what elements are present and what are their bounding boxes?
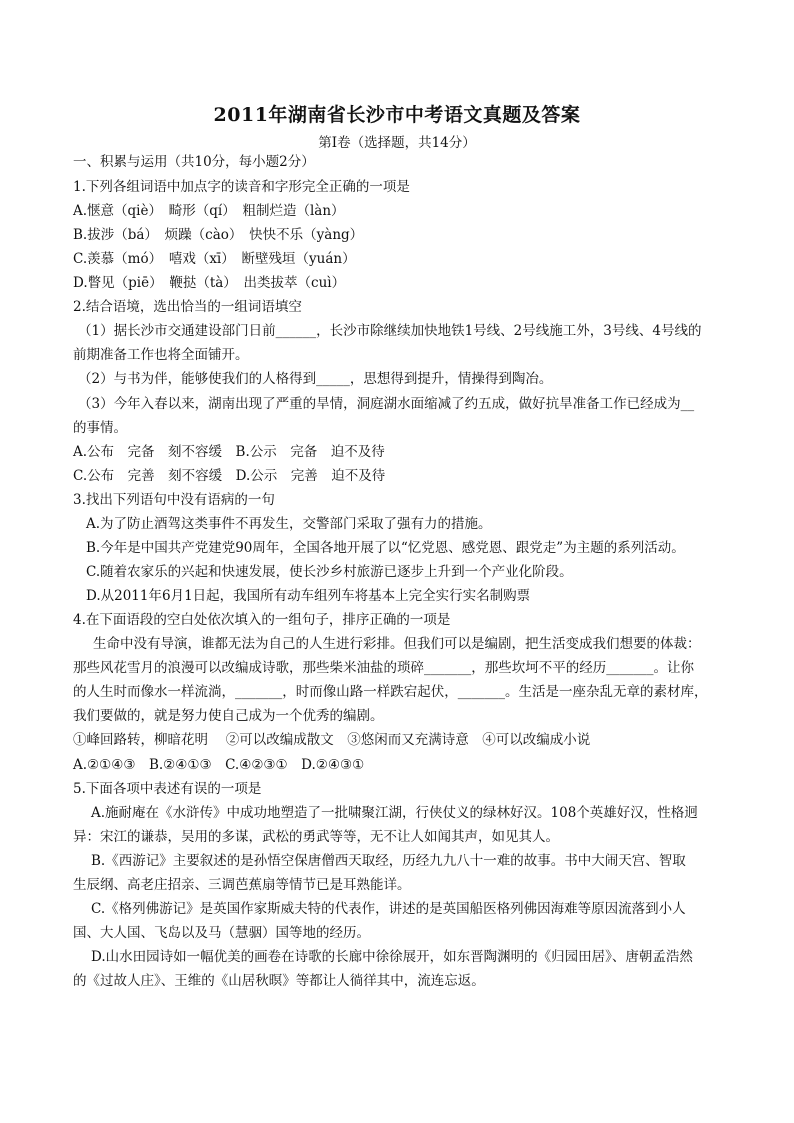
q4-stem: 4.在下面语段的空白处依次填入的一组句子，排序正确的一项是 (73, 612, 451, 628)
q1-option-c: C.羡慕（mó） 嘻戏（xī） 断壁残垣（yuán） (73, 251, 356, 267)
q5-option-c: C.《格列佛游记》是英国作家斯威夫特的代表作，讲述的是英国船医格列佛因海难等原因流落到小人 (91, 901, 686, 917)
q5-option-c-cont: 国、大人国、飞岛以及马（慧骃）国等地的经历。 (73, 925, 370, 941)
q1-option-b: B.拔涉（bá） 烦躁（cào） 快快不乐（yàng） (73, 227, 364, 243)
q5-option-b-cont: 生辰纲、高老庄招亲、三调芭蕉扇等情节已是耳熟能详。 (73, 877, 411, 893)
q1-stem: 1.下列各组词语中加点字的读音和字形完全正确的一项是 (73, 179, 410, 195)
q4-passage-line-4: 我们要做的，就是努力使自己成为一个优秀的编剧。 (73, 708, 384, 724)
q2-sentence-3-cont: 的事情。 (73, 420, 127, 436)
q2-stem: 2.结合语境，选出恰当的一组词语填空 (73, 299, 302, 315)
q5-option-d: D.山水田园诗如一幅优美的画卷在诗歌的长廊中徐徐展开，如东晋陶渊明的《归园田居》、唐朝孟浩然 (91, 949, 693, 965)
q5-option-b: B.《西游记》主要叙述的是孙悟空保唐僧西天取经，历经九九八十一难的故事。书中大闹天宫、智取 (91, 853, 686, 869)
q5-option-a: A.施耐庵在《水浒传》中成功地塑造了一批啸聚江湖，行侠仗义的绿林好汉。108个英雄好汉，性格迥 (91, 805, 698, 821)
q3-option-a: A.为了防止酒驾这类事件不再发生，交警部门采取了强有力的措施。 (86, 516, 492, 532)
q2-sentence-1: （1）据长沙市交通建设部门日前______，长沙市除继续加快地铁1号线、2号线施工外，3号线、4号线的 (78, 323, 702, 339)
section-heading: 一、积累与运用（共10分，每小题2分） (73, 154, 315, 170)
q5-stem: 5.下面各项中表述有误的一项是 (73, 781, 262, 797)
q1-option-a: A.惬意（qiè） 畸形（qí） 粗制烂造（làn） (73, 203, 345, 219)
q5-option-d-cont: 的《过故人庄》、王维的《山居秋暝》等都让人徜徉其中，流连忘返。 (73, 973, 485, 989)
q4-passage-line-1: 生命中没有导演，谁都无法为自己的人生进行彩排。但我们可以是编剧，把生活变成我们想要的体裁： (93, 636, 701, 652)
q3-option-d: D.从2011年6月1日起，我国所有动车组列车将基本上完全实行实名制购票 (86, 588, 531, 604)
q3-option-b: B.今年是中国共产党建党90周年，全国各地开展了以“忆党恩、感党恩、跟党走”为主题的系列活动。 (86, 540, 685, 556)
q2-options-cd: C.公布 完善 刻不容缓 D.公示 完善 迫不及待 (73, 468, 386, 484)
q4-sentence-options: ①峰回路转，柳暗花明 ②可以改编成散文 ③悠闲而又充满诗意 ④可以改编成小说 (73, 732, 591, 748)
q5-option-a-cont: 异：宋江的谦恭，吴用的多谋，武松的勇武等等，无不让人如闻其声，如见其人。 (73, 829, 559, 845)
q2-options-ab: A.公布 完备 刻不容缓 B.公示 完备 迫不及待 (73, 444, 385, 460)
q1-option-d: D.瞥见（piē） 鞭挞（tà） 出类拔萃（cuì） (73, 275, 346, 291)
q2-sentence-2: （2）与书为伴，能够使我们的人格得到_____，思想得到提升，情操得到陶冶。 (78, 371, 553, 387)
q2-sentence-3: （3）今年入春以来，湖南出现了严重的旱情，洞庭湖水面缩减了约五成，做好抗旱准备工作已经成为__ (78, 396, 695, 412)
q3-stem: 3.找出下列语句中没有语病的一句 (73, 492, 275, 508)
q3-option-c: C.随着农家乐的兴起和快速发展，使长沙乡村旅游已逐步上升到一个产业化阶段。 (86, 564, 573, 580)
page-subtitle: 第Ⅰ卷（选择题，共14分） (318, 135, 476, 151)
q4-passage-line-3: 的人生时而像水一样流淌，_______，时而像山路一样跌宕起伏，_______。生活是一座杂乱无章的素材库， (73, 684, 708, 700)
page-title: 2011年湖南省长沙市中考语文真题及答案 (213, 104, 581, 126)
q4-passage-line-2: 那些风花雪月的浪漫可以改编成诗歌，那些柴米油盐的琐碎_______，那些坎坷不平的经历_______。让你 (73, 660, 694, 676)
q4-answer-options: A.②①④③ B.②④①③ C.④②③① D.②④③① (73, 757, 365, 773)
q2-sentence-1-cont: 前期准备工作也将全面铺开。 (73, 347, 249, 363)
